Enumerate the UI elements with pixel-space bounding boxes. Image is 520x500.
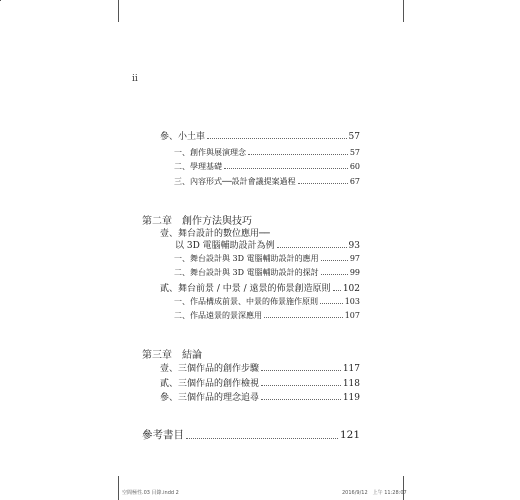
- print-slug-right: 2016/9/12 上午 11:28:07: [342, 490, 407, 496]
- toc-entry[interactable]: 二、舞台設計與 3D 電腦輔助設計的探討 99: [174, 268, 360, 277]
- toc-entry[interactable]: 一、作品構成前景、中景的佈景施作原則 103: [174, 297, 360, 306]
- toc-entry[interactable]: 三、內容形式──設計會議提案過程 67: [174, 177, 360, 186]
- leader-dots: [277, 247, 347, 248]
- leader-dots: [207, 138, 347, 139]
- leader-dots: [224, 168, 348, 169]
- leader-dots: [248, 154, 348, 155]
- leader-dots: [261, 370, 341, 371]
- leader-dots: [261, 399, 341, 400]
- leader-dots: [298, 183, 348, 184]
- toc-entry[interactable]: 二、學理基礎 60: [174, 162, 360, 171]
- leader-dots: [320, 303, 343, 304]
- leader-dots: [186, 438, 338, 439]
- toc-entry[interactable]: 壹、三個作品的創作步驟 117: [160, 364, 360, 374]
- leader-dots: [321, 260, 348, 261]
- toc-entry[interactable]: 貳、舞台前景 / 中景 / 遠景的佈景創造原則 102: [160, 284, 360, 294]
- toc-entry[interactable]: 參、小土車 57: [160, 132, 360, 142]
- page-number: ii: [132, 74, 138, 84]
- toc-entry[interactable]: 壹、舞台設計的數位應用──: [160, 229, 270, 239]
- toc-entry[interactable]: 二、作品遠景的景深應用 107: [174, 311, 360, 320]
- chapter-heading[interactable]: 第二章 創作方法與技巧: [142, 216, 252, 227]
- chapter-heading[interactable]: 第三章 結論: [142, 350, 202, 361]
- print-slug-left: 空間極性.03 目錄.indd 2: [122, 490, 179, 496]
- toc-entry[interactable]: 貳、三個作品的創作檢視 118: [160, 379, 360, 389]
- leader-dots: [264, 317, 343, 318]
- toc-entry[interactable]: 以 3D 電腦輔助設計為例 93: [175, 241, 360, 251]
- toc-entry[interactable]: 參、三個作品的理念追尋 119: [160, 393, 360, 403]
- toc-entry[interactable]: 一、創作與展演理念 57: [174, 148, 360, 157]
- toc-entry-references[interactable]: 參考書目 121: [142, 429, 360, 441]
- leader-dots: [321, 274, 348, 275]
- leader-dots: [261, 385, 341, 386]
- toc-entry[interactable]: 一、舞台設計與 3D 電腦輔助設計的應用 97: [174, 254, 360, 263]
- leader-dots: [333, 290, 341, 291]
